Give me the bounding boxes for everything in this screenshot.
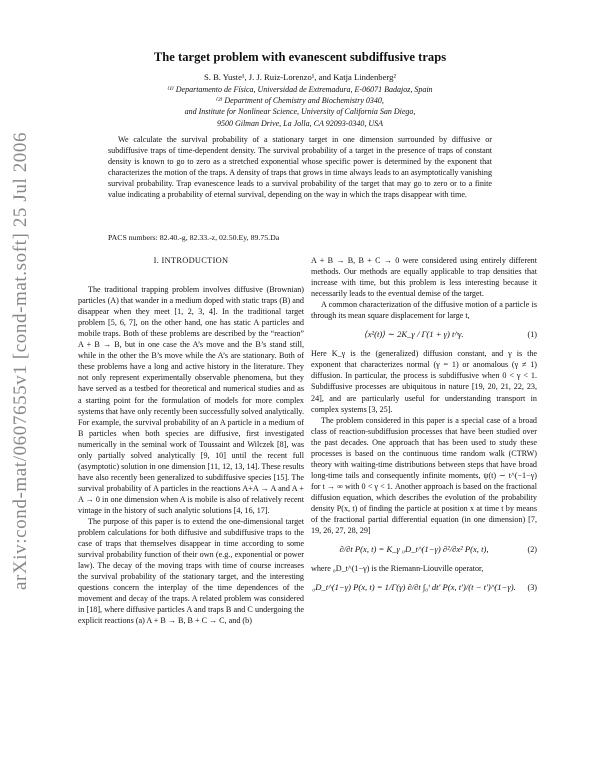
right-paragraph-5: where ₀D_t^(1−γ) is the Riemann-Liouville operator, [311, 564, 484, 574]
pacs-numbers: PACS numbers: 82.40.-g, 82.33.-z, 02.50.Ey, 89.75.Da [108, 233, 280, 242]
arxiv-sidebar: arXiv:cond-mat/0607655v1 [cond-mat.soft] 25 Jul 2006 [10, 131, 31, 590]
affiliation-4: 9500 Gilman Drive, La Jolla, CA 92093-0340, USA [216, 118, 384, 128]
right-paragraph-4: The problem considered in this paper is a special case of a broad class of reaction-subdiffusion processes that have been studied over the past decades. One approach that has been used to study these processes is based on the continuous time random walk (CTRW) theory with waiting-time distributions between steps that have broad long-time tails and consequently infinite moments, ψ(t) ∼ t^(−1−γ) for t → ∞ with 0 < γ < 1. Another approach is based on the fractional diffusion equation, which describes the evolution of the probability density P(x, t) of finding the particle at position x at time t by means of the fractional partial differential equation (in one dimension) [7, 19, 26, 27, 28, 29] [311, 415, 537, 536]
affiliation-1: ⁽¹⁾ Departamento de Física, Universidad de Extremadura, E-06071 Badajoz, Spain [167, 85, 433, 94]
equation-2-number: (2) [527, 545, 537, 555]
affiliation-2: ⁽²⁾ Department of Chemistry and Biochemistry 0340, [216, 96, 384, 106]
intro-paragraph-2: The purpose of this paper is to extend the one-dimensional target problem calculations for both diffusive and subdiffusive traps to the case of traps that themselves disappear in time according to some survival probability function of their own (e.g., exponential or power law). The decay of the moving traps with time of course increases the survival probability of the stationary target, and the interesting questions concern the interplay of the time dependences of the movement and decay of the traps. A related problem was considered in [18], where diffusive particles A and traps B and C undergoing the explicit reactions (a) A + B → B, B + C → C, and (b) [78, 517, 304, 626]
equation-1-expr: ⟨x²(t)⟩ ∼ 2K_γ / Γ(1 + γ) t^γ. [364, 329, 464, 340]
right-paragraph-3: Here K_γ is the (generalized) diffusion constant, and γ is the exponent that characterizes normal (γ = 1) or anomalous (γ ≠ 1) diffusion. In particular, the process is subdiffusive when 0 < γ < 1. Subdiffusive processes are ubiquitous in nature [19, 20, 21, 22, 23, 24], and are particularly useful for understanding transport in complex systems [3, 25]. [311, 349, 537, 414]
intro-paragraph-1: The traditional trapping problem involves diffusive (Brownian) particles (A) that wander in a medium doped with static traps (B) and disappear when they meet [1, 2, 3, 4]. In the traditional target problem [5, 6, 7], on the other hand, one has static A particles and mobile traps. Both of these problems are described by the “reaction” A + B → B, but in one case the A’s move and the B’s stand still, while in the other the B’s move while the A’s are stationary. Both of these problems have a long and active history in the literature. They not only represent experimentally observable phenomena, but they have served as a testbed for theoretical and numerical studies and as a starting point for the formulation of models for more complex systems that have only recently been successfully solved analytically. For example, the survival probability of an A particle in a medium of B particles when both species are diffusive, first investigated numerically in the seminal work of Toussaint and Wilczek [8], was only partially solved analytically [9, 10] until the recent full (asymptotic) solution in one dimension [11, 12, 13, 14]. These results have also recently been generalized to subdiffusive species [15]. The survival probability of A particles in the reactions A+A → A and A + A → 0 in one dimension when A is mobile is also of relatively recent vintage in the history of such analytic solutions [4, 16, 17]. [78, 285, 304, 515]
equation-2 [311, 544, 537, 555]
paper-title: The target problem with evanescent subdiffusive traps [153, 50, 447, 64]
right-column [311, 255, 537, 601]
equation-1-number: (1) [527, 330, 537, 340]
equation-3-expr: ₀D_t^(1−γ) P(x, t) = 1/Γ(γ) ∂/∂t ∫₀ᵗ dt′ P(x, t′)/(t − t′)^(1−γ). [312, 582, 516, 593]
equation-2-expr: ∂/∂t P(x, t) = K_γ ₀D_t^(1−γ) ∂²/∂x² P(x, t), [339, 544, 489, 555]
authors: S. B. Yuste¹, J. J. Ruiz-Lorenzo¹, and Katja Lindenberg² [204, 72, 396, 82]
equation-3 [311, 582, 537, 593]
affiliation-3: and Institute for Nonlinear Science, University of California San Diego, [184, 107, 416, 117]
equation-3-number: (3) [527, 583, 537, 593]
right-paragraph-1: A + B → B, B + C → 0 were considered using entirely different methods. Our methods are equally applicable to trap densities that increase with time, but this problem is less interesting because it necessarily leads to the eventual demise of the target. [311, 256, 537, 299]
left-column [78, 255, 304, 627]
affiliations [90, 84, 510, 129]
equation-1 [311, 329, 537, 340]
section-heading: I. INTRODUCTION [153, 256, 229, 265]
abstract: We calculate the survival probability of a stationary target in one dimension surrounded by diffusive or subdiffusive traps of time-dependent density. The survival probability of a target in the presence of traps of constant density is known to go to zero as a stretched exponential whose specific power is determined by the exponent that characterizes the motion of the traps. A density of traps that grows in time always leads to an asymptotically vanishing survival probability. Trap evanescence leads to a survival probability of the target that may go to zero or to a finite value indicating a probability of eternal survival, depending on the way in which the traps disappear with time. [108, 135, 492, 199]
right-paragraph-2: A common characterization of the diffusive motion of a particle is through its mean square displacement for large t, [311, 300, 537, 321]
